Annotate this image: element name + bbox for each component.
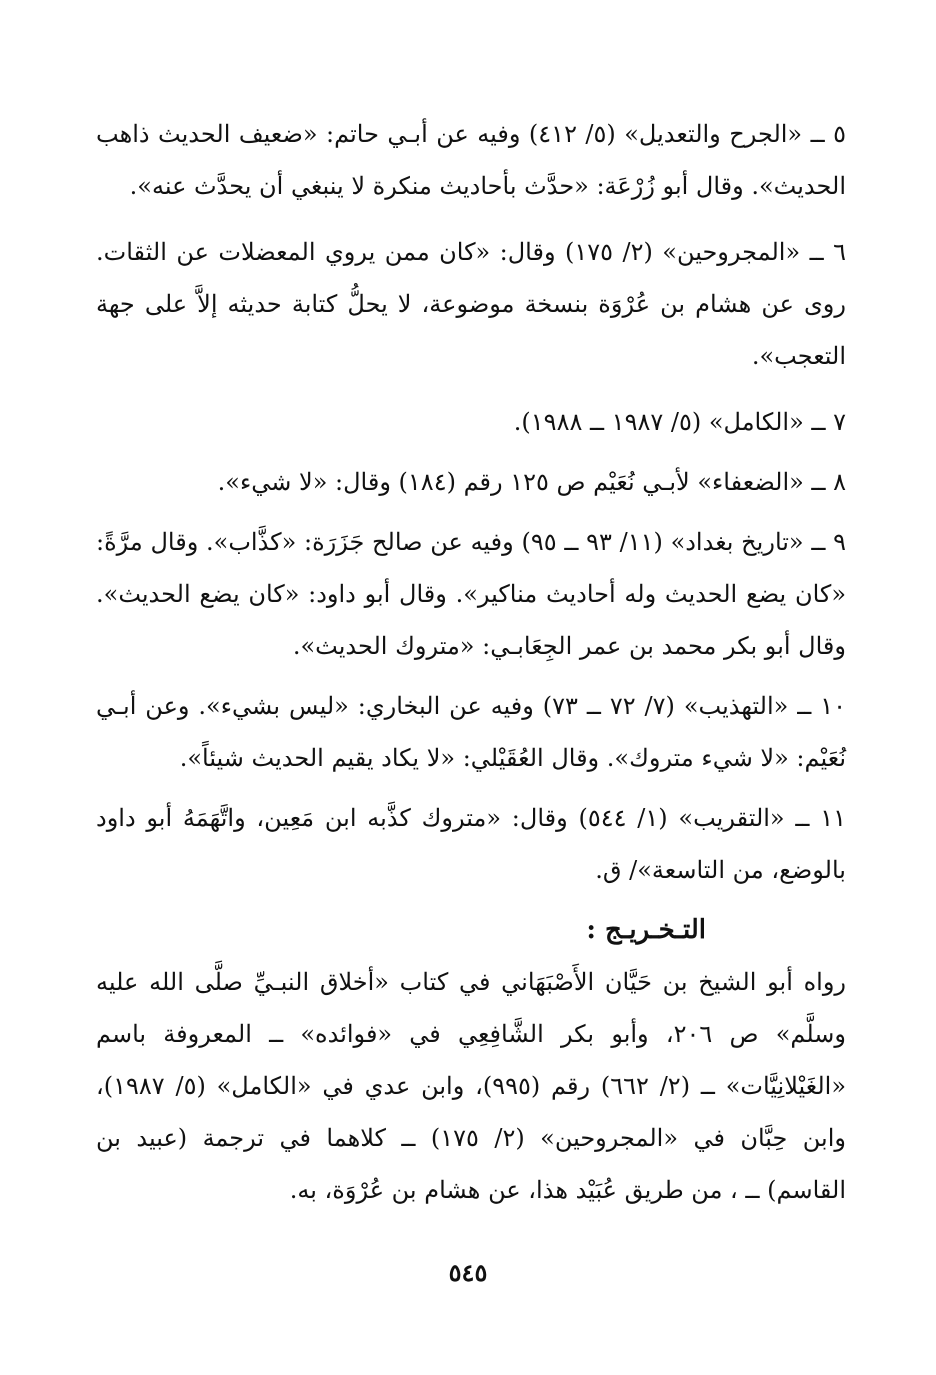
footnote-11: ١١ ــ «التقريب» (١/ ٥٤٤) وقال: «متروك كذَّبه ابن مَعِين، واتَّهَمَهُ أبو داود بالوضع، من التاسعة»/ ق. [96, 804, 847, 884]
page-content [96, 108, 846, 1216]
spacer [96, 382, 846, 396]
takhrij-text: رواه أبو الشيخ بن حَيَّان الأَصْبَهَاني في كتاب «أخلاق النبـيِّ صلَّى الله عليه وسلَّم» ص ٢٠٦، وأبو بكر الشَّافِعِي في «فوائده» ــ المعروفة باسم «الغَيْلانِيَّات» ــ (٢/ ٦٦٢) رقم (٩٩٥)، وابن عدي في «الكامل» (٥/ ١٩٨٧)، وابن حِبَّان في «المجروحين» (٢/ ١٧٥) ــ كلاهما في ترجمة (عبيد بن القاسم) ــ ، من طريق عُبَيْد هذا، عن هشام بن عُرْوَة، به. [96, 968, 847, 1204]
takhrij-heading: التـخـريـج : [586, 915, 706, 945]
spacer [96, 212, 846, 226]
page-number: ٥٤٥ [448, 1258, 488, 1287]
footnote-5: ٥ ــ «الجرح والتعديل» (٥/ ٤١٢) وفيه عن أبـي حاتم: «ضعيف الحديث ذاهب الحديث». وقال أبو زُرْعَة: «حدَّث بأحاديث منكرة لا ينبغي أن يحدَّث عنه». [96, 120, 847, 200]
footnote-7: ٧ ــ «الكامل» (٥/ ١٩٨٧ ــ ١٩٨٨). [513, 408, 846, 436]
spacer [96, 448, 846, 456]
spacer [96, 784, 846, 792]
spacer [96, 672, 846, 680]
footnote-9: ٩ ــ «تاريخ بغداد» (١١/ ٩٣ ــ ٩٥) وفيه عن صالح جَزَرَة: «كذَّاب». وقال مرَّةً: «كان يضع الحديث وله أحاديث مناكير». وقال أبو داود: «كان يضع الحديث». وقال أبو بكر محمد بن عمر الجِعَابـي: «متروك الحديث». [96, 528, 847, 660]
spacer [96, 508, 846, 516]
footnote-10: ١٠ ــ «التهذيب» (٧/ ٧٢ ــ ٧٣) وفيه عن البخاري: «ليس بشيء». وعن أبـي نُعَيْم: «لا شيء متروك». وقال العُقَيْلي: «لا يكاد يقيم الحديث شيئاً». [96, 692, 846, 772]
footnote-6: ٦ ــ «المجروحين» (٢/ ١٧٥) وقال: «كان ممن يروي المعضلات عن الثقات. روى عن هشام بن عُرْوَة بنسخة موضوعة، لا يحلُّ كتابة حديثه إلاَّ على جهة التعجب». [96, 238, 846, 370]
footnote-8: ٨ ــ «الضعفاء» لأبـي نُعَيْم ص ١٢٥ رقم (١٨٤) وقال: «لا شيء». [217, 468, 846, 496]
